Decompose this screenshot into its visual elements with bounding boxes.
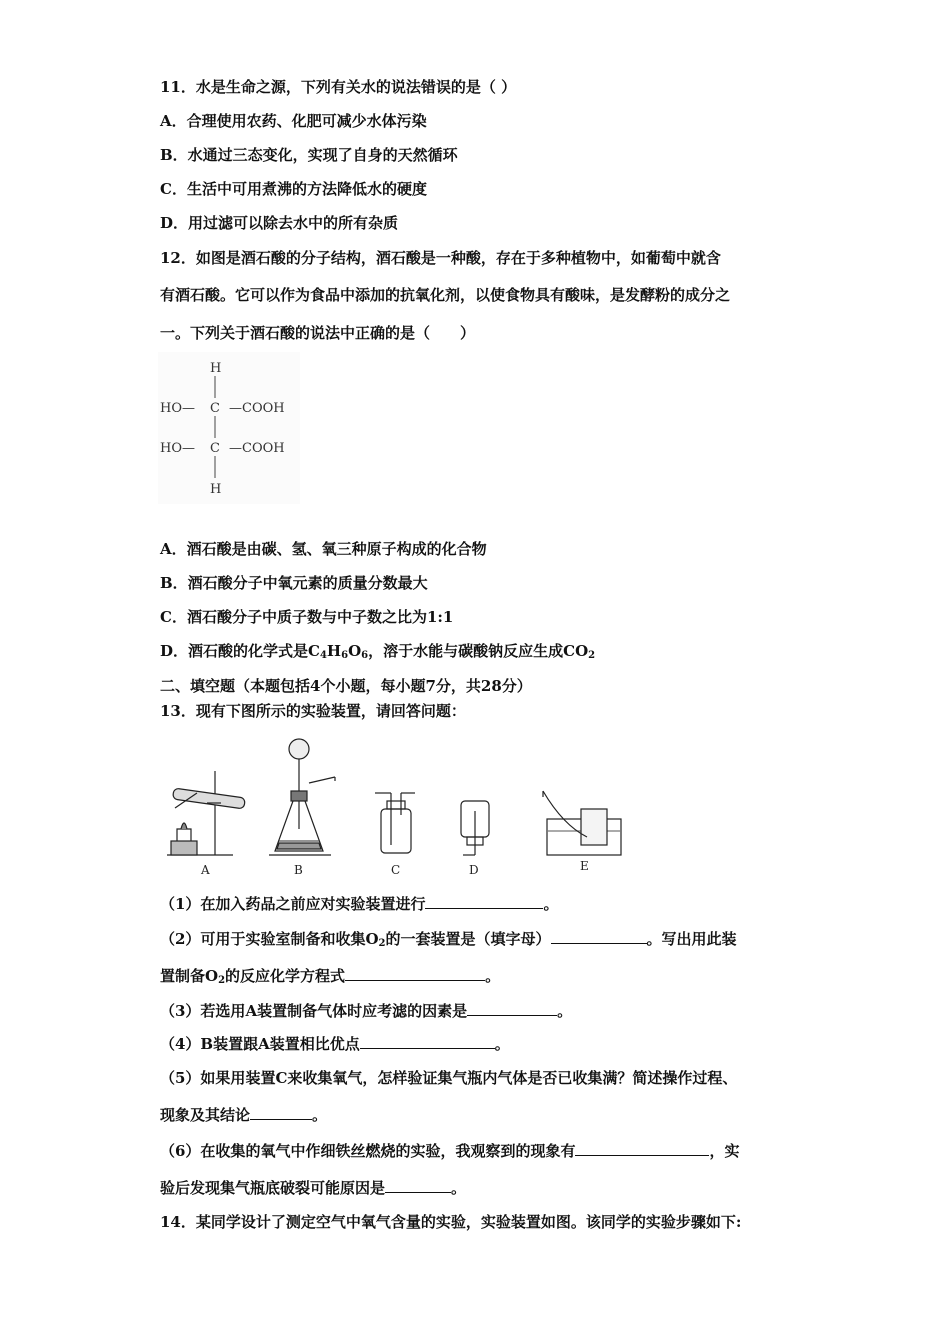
blank-1[interactable]	[425, 893, 543, 909]
q11-option-b: B．水通过三态变化，实现了自身的天然循环	[160, 146, 458, 164]
blank-6b[interactable]	[385, 1177, 451, 1193]
h-top-label: H	[210, 361, 222, 376]
q13-part-1: （1）在加入药品之前应对实验装置进行 。	[160, 895, 559, 913]
q13-part-2-line-1: （2）可用于实验室制备和收集$O_2$的一套装置是（填字母） 。写出用此装	[160, 930, 737, 949]
label-d: D	[469, 863, 479, 877]
apparatus-d	[461, 801, 489, 855]
q13-part-6-line-2: 验后发现集气瓶底破裂可能原因是 。	[160, 1179, 467, 1197]
q11-option-a: A．合理使用农药、化肥可减少水体污染	[160, 112, 427, 130]
q12-option-a: A．酒石酸是由碳、氢、氧三种原子构成的化合物	[160, 540, 487, 558]
q11-stem: 11．水是生命之源，下列有关水的说法错误的是（ ）	[160, 78, 517, 96]
q13-part-6-line-1: （6）在收集的氧气中作细铁丝燃烧的实验，我观察到的现象有 ，实	[160, 1142, 740, 1160]
q13-part-5-line-2: 现象及其结论 。	[160, 1106, 328, 1124]
q12-option-b: B．酒石酸分子中氧元素的质量分数最大	[160, 574, 428, 592]
q13-part-4: （4）B装置跟A装置相比优点 。	[160, 1035, 510, 1053]
q12-option-c: C．酒石酸分子中质子数与中子数之比为1:1	[160, 608, 454, 626]
q13-part-3: （3）若选用A装置制备气体时应考滤的因素是 。	[160, 1002, 573, 1020]
section-2-title: 二、填空题（本题包括4个小题，每小题7分，共28分）	[160, 677, 532, 695]
blank-6a[interactable]	[575, 1140, 709, 1156]
q13-part-2-line-2: 置制备$O_2$的反应化学方程式 。	[160, 967, 501, 986]
ho-label-2: HO—	[160, 441, 195, 456]
apparatus-c	[375, 793, 415, 853]
cooh-label-2: —COOH	[229, 441, 285, 456]
tartaric-acid-structure	[158, 352, 300, 504]
carbon-label-2: C	[210, 441, 220, 456]
blank-4[interactable]	[360, 1033, 495, 1049]
blank-3[interactable]	[467, 1000, 557, 1016]
ho-label-1: HO—	[160, 401, 195, 416]
label-a: A	[201, 863, 210, 877]
apparatus-a	[167, 771, 245, 855]
cooh-label-1: —COOH	[229, 401, 285, 416]
carbon-label-1: C	[210, 401, 220, 416]
q12-stem-line-1: 12．如图是酒石酸的分子结构，酒石酸是一种酸，存在于多种植物中，如葡萄中就含	[160, 249, 721, 267]
q11-option-c: C．生活中可用煮沸的方法降低水的硬度	[160, 180, 427, 198]
q12-stem-line-3: 一。下列关于酒石酸的说法中正确的是（ ）	[160, 324, 476, 342]
blank-2b[interactable]	[345, 965, 485, 981]
q12-option-d: D．酒石酸的化学式是$C_4H_6O_6$，溶于水能与碳酸钠反应生成$CO_2$	[160, 642, 596, 661]
blank-2a[interactable]	[551, 928, 647, 944]
apparatus-e	[543, 791, 621, 855]
q13-part-5-line-1: （5）如果用装置C来收集氧气，怎样验证集气瓶内气体是否已收集满？简述操作过程、	[160, 1069, 738, 1087]
apparatus-figure	[163, 733, 633, 878]
q12-stem-line-2: 有酒石酸。它可以作为食品中添加的抗氧化剂，以使食物具有酸味，是发酵粉的成分之	[160, 286, 731, 304]
label-b: B	[294, 863, 303, 877]
apparatus-b	[269, 739, 335, 855]
q11-option-d: D．用过滤可以除去水中的所有杂质	[160, 214, 399, 232]
q14-stem: 14．某同学设计了测定空气中氧气含量的实验，实验装置如图。该同学的实验步骤如下:	[160, 1213, 742, 1231]
q13-stem: 13．现有下图所示的实验装置，请回答问题：	[160, 702, 466, 720]
label-c: C	[391, 863, 401, 877]
label-e: E	[580, 859, 589, 873]
blank-5[interactable]	[250, 1104, 312, 1120]
h-bottom-label: H	[210, 482, 222, 497]
